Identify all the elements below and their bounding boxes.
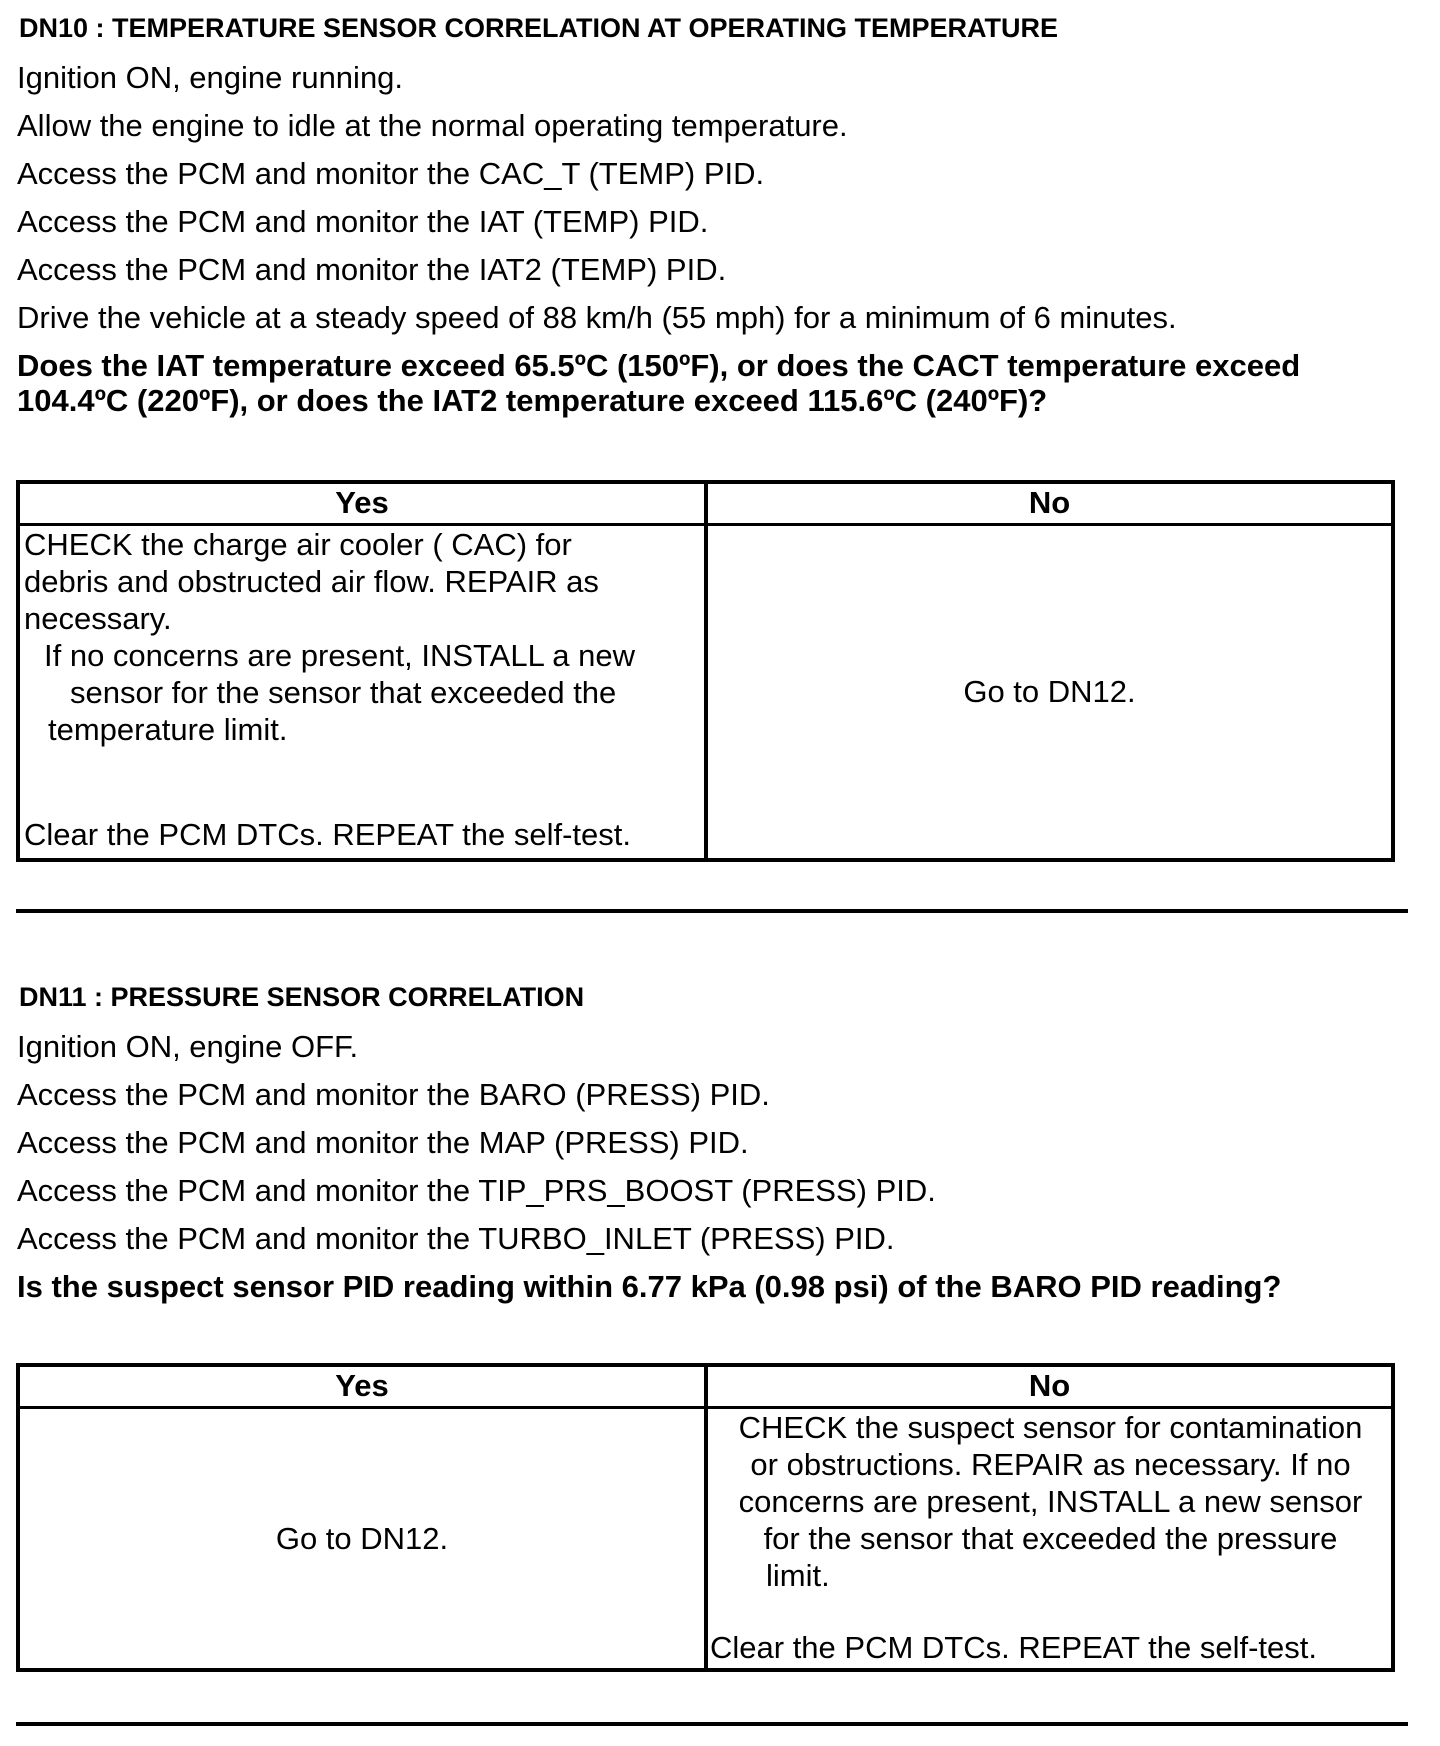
- dn10-question-line1: Does the IAT temperature exceed 65.5ºC (150ºF), or does the CACT temperature exceed: [17, 348, 1301, 383]
- dn10-step: Access the PCM and monitor the IAT2 (TEMP) PID.: [17, 252, 727, 287]
- dn10-step: Ignition ON, engine running.: [17, 60, 404, 95]
- dn11-no-line: or obstructions. REPAIR as necessary. If no: [750, 1447, 1351, 1482]
- dn11-step: Access the PCM and monitor the MAP (PRESS) PID.: [17, 1125, 749, 1160]
- dn11-no-line: limit.: [766, 1558, 830, 1593]
- dn10-question: [17, 348, 1300, 418]
- dn10-yes-line: debris and obstructed air flow. REPAIR as: [24, 564, 599, 599]
- dn11-no-header: No: [1028, 1368, 1071, 1403]
- dn11-yes-cell: [20, 1409, 704, 1668]
- section-divider: [16, 1722, 1408, 1726]
- dn10-no-text: Go to DN12.: [963, 674, 1136, 709]
- dn10-decision-table: [16, 480, 1395, 862]
- dn11-question: Is the suspect sensor PID reading within 6.77 kPa (0.98 psi) of the BARO PID reading?: [17, 1269, 1282, 1304]
- dn11-no-line: CHECK the suspect sensor for contamination: [738, 1410, 1363, 1445]
- dn10-yes-line: If no concerns are present, INSTALL a new: [44, 638, 636, 673]
- section-divider: [16, 909, 1408, 913]
- dn10-step: Allow the engine to idle at the normal operating temperature.: [17, 108, 848, 143]
- dn11-no-line: for the sensor that exceeded the pressure: [763, 1521, 1338, 1556]
- dn10-yes-header: Yes: [335, 485, 389, 520]
- dn10-yes-line: necessary.: [24, 601, 172, 636]
- dn11-step: Access the PCM and monitor the BARO (PRESS) PID.: [17, 1077, 770, 1112]
- dn10-question-line2: 104.4ºC (220ºF), or does the IAT2 temperature exceed 115.6ºC (240ºF)?: [17, 383, 1048, 418]
- dn10-step: Access the PCM and monitor the IAT (TEMP) PID.: [17, 204, 709, 239]
- dn11-no-line: concerns are present, INSTALL a new sensor: [738, 1484, 1363, 1519]
- dn11-no-final: Clear the PCM DTCs. REPEAT the self-test.: [710, 1630, 1317, 1665]
- dn10-step: Drive the vehicle at a steady speed of 88 km/h (55 mph) for a minimum of 6 minutes.: [17, 300, 1177, 335]
- dn10-yes-line: CHECK the charge air cooler ( CAC) for: [24, 527, 572, 562]
- dn11-step: Access the PCM and monitor the TURBO_INLET (PRESS) PID.: [17, 1221, 895, 1256]
- dn10-heading: DN10 : TEMPERATURE SENSOR CORRELATION AT OPERATING TEMPERATURE: [19, 13, 1059, 43]
- dn10-no-cell: [708, 526, 1391, 858]
- dn11-step: Ignition ON, engine OFF.: [17, 1029, 359, 1064]
- dn10-yes-final: Clear the PCM DTCs. REPEAT the self-test.: [24, 817, 631, 852]
- dn11-yes-header: Yes: [335, 1368, 389, 1403]
- dn11-step: Access the PCM and monitor the TIP_PRS_BOOST (PRESS) PID.: [17, 1173, 936, 1208]
- dn11-heading: DN11 : PRESSURE SENSOR CORRELATION: [19, 982, 585, 1012]
- dn11-decision-table: [16, 1363, 1395, 1672]
- dn10-yes-line: temperature limit.: [48, 712, 288, 747]
- dn10-step: Access the PCM and monitor the CAC_T (TEMP) PID.: [17, 156, 765, 191]
- dn11-yes-text: Go to DN12.: [275, 1520, 449, 1556]
- dn10-no-header: No: [1028, 485, 1071, 520]
- dn10-yes-line: sensor for the sensor that exceeded the: [70, 675, 617, 710]
